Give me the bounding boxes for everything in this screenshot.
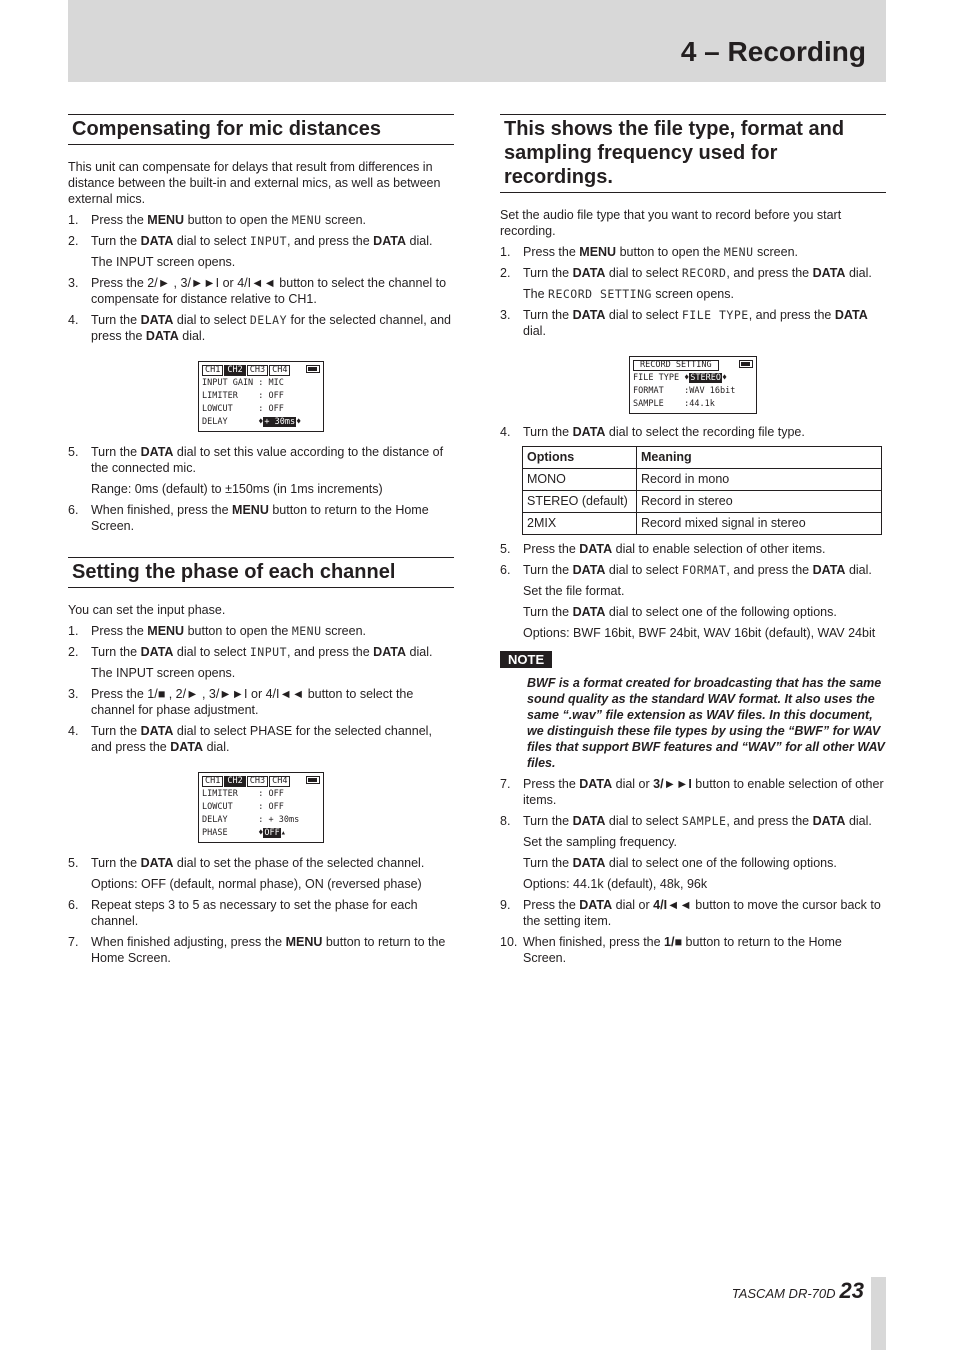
- section-heading-file-type: This shows the file type, format and sampling frequency used for recordings.: [500, 114, 886, 193]
- list-item: 1. Press the MENU button to open the MENU screen.: [68, 213, 366, 227]
- list-item: 4. Turn the DATA dial to select DELAY for the selected channel, and press the DATA dial.: [68, 313, 452, 343]
- page-number: 23: [839, 1278, 864, 1303]
- intro-text: You can set the input phase.: [68, 603, 226, 617]
- list-item: 3. Press the 1/■ , 2/► , 3/►►I or 4/I◄◄ button to select the channel for phase adjustment.: [68, 687, 414, 717]
- list-item: 2. Turn the DATA dial to select INPUT, and press the DATA dial. The INPUT screen opens.: [68, 645, 433, 680]
- step-list: [68, 855, 454, 966]
- list-item: 3. Press the 2/► , 3/►►I or 4/I◄◄ button to select the channel to compensate for distance relative to CH1.: [68, 276, 447, 306]
- list-item: 2. Turn the DATA dial to select INPUT, and press the DATA dial. The INPUT screen opens.: [68, 234, 433, 269]
- lcd-input-delay-screen: CH1 CH2 CH3 CH4 INPUT GAIN : MIC LIMITER : OFF LOWCUT : OFF DELAY ♦+ 30ms♦: [198, 361, 324, 432]
- list-item: 6. Turn the DATA dial to select FORMAT, and press the DATA dial. Set the file format. Turn the DATA dial to select one of the following options. Options: BWF 16bit, BWF 24bit, WAV 16bit (default), WAV 24bit: [500, 563, 876, 640]
- table-row: MONO Record in mono: [523, 469, 882, 491]
- step-list: [68, 212, 454, 344]
- note-box: [500, 651, 886, 771]
- list-item: 6. When finished, press the MENU button to return to the Home Screen.: [68, 503, 429, 533]
- table-row: 2MIX Record mixed signal in stereo: [523, 513, 882, 535]
- step-list: [500, 244, 886, 339]
- chapter-title: 4 – Recording: [680, 36, 866, 67]
- list-item: 1. Press the MENU button to open the MENU screen.: [500, 245, 798, 259]
- lcd-input-phase-screen: CH1 CH2 CH3 CH4 LIMITER : OFF LOWCUT : OFF DELAY : + 30ms PHASE ♦OFF▴: [198, 772, 324, 843]
- list-item: 3. Turn the DATA dial to select FILE TYPE, and press the DATA dial.: [500, 308, 868, 338]
- step-list: [68, 444, 454, 534]
- step-list: [68, 623, 454, 755]
- list-item: 7. When finished adjusting, press the MENU button to return to the Home Screen.: [68, 935, 446, 965]
- header-band: [68, 0, 886, 82]
- footer-tab-bar: [871, 1277, 886, 1350]
- list-item: 4. Turn the DATA dial to select the recording file type.: [500, 425, 805, 439]
- note-label: NOTE: [500, 651, 552, 668]
- table-header-row: Options Meaning: [523, 447, 882, 469]
- intro-text: This unit can compensate for delays that result from differences in distance between the built-in and external mics, as well as between external mics.: [68, 160, 441, 206]
- page-footer: [732, 1278, 864, 1304]
- list-item: 1. Press the MENU button to open the MENU screen.: [68, 624, 366, 638]
- step-list: [500, 541, 886, 641]
- table-row: STEREO (default) Record in stereo: [523, 491, 882, 513]
- list-item: 2. Turn the DATA dial to select RECORD, and press the DATA dial. The RECORD SETTING screen opens.: [500, 266, 872, 301]
- lcd-record-setting-screen: RECORD SETTING FILE TYPE ♦STEREO♦ FORMAT :WAV 16bit SAMPLE :44.1k: [629, 356, 757, 414]
- list-item: 5. Turn the DATA dial to set this value according to the distance of the connected mic. Range: 0ms (default) to ±150ms (in 1ms increments): [68, 445, 444, 496]
- list-item: 8. Turn the DATA dial to select SAMPLE, and press the DATA dial. Set the sampling frequency. Turn the DATA dial to select one of the following options. Options: 44.1k (default), 48k, 96k: [500, 814, 872, 891]
- note-text: BWF is a format created for broadcasting that has the same sound quality as the standard WAV format. It also uses the same “.wav” file extension as WAV files. In this document, we distinguish these file types by using the “BWF” for WAV files that support BWF features and “WAV” for all other WAV files.: [527, 676, 885, 770]
- section-heading-mic-distances: Compensating for mic distances: [68, 114, 454, 145]
- intro-text: Set the audio file type that you want to record before you start recording.: [500, 208, 842, 238]
- list-item: 4. Turn the DATA dial to select PHASE for the selected channel, and press the DATA dial.: [68, 724, 432, 754]
- list-item: 5. Press the DATA dial to enable selection of other items.: [500, 542, 826, 556]
- list-item: 9. Press the DATA dial or 4/I◄◄ button to move the cursor back to the setting item.: [500, 898, 881, 928]
- section-heading-phase: Setting the phase of each channel: [68, 557, 454, 588]
- battery-icon: [306, 776, 320, 784]
- left-column: [68, 114, 454, 966]
- list-item: 7. Press the DATA dial or 3/►►I button to enable selection of other items.: [500, 777, 884, 807]
- list-item: 5. Turn the DATA dial to set the phase of the selected channel. Options: OFF (default, normal phase), ON (reversed phase): [68, 856, 425, 891]
- battery-icon: [306, 365, 320, 373]
- right-column: [500, 114, 886, 966]
- list-item: 10. When finished, press the 1/■ button to return to the Home Screen.: [500, 935, 842, 965]
- list-item: 6. Repeat steps 3 to 5 as necessary to set the phase for each channel.: [68, 898, 418, 928]
- file-type-options-table: [522, 446, 882, 535]
- footer-model: TASCAM DR-70D: [731, 1286, 836, 1301]
- battery-icon: [739, 360, 753, 368]
- step-list: [500, 424, 886, 440]
- step-list: [500, 776, 886, 966]
